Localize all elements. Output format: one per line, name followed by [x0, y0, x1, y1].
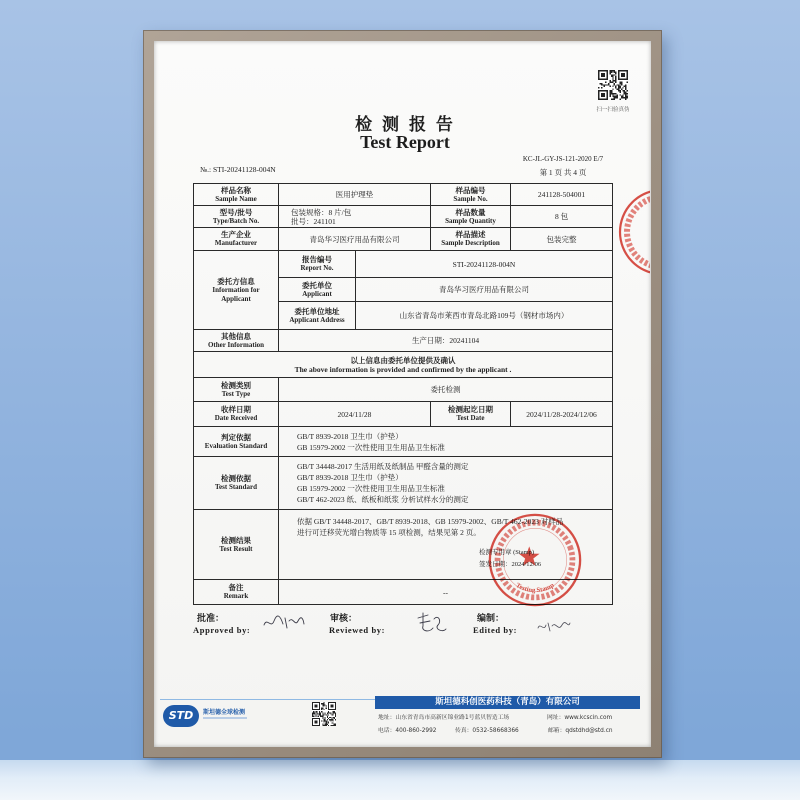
qr-caption: 扫一扫验真伪	[596, 107, 630, 113]
stamp-bottom-text	[515, 582, 556, 594]
type-batch-label	[194, 206, 279, 228]
sample-no-label	[431, 184, 511, 206]
evaluation-standard-label	[194, 427, 279, 457]
std-logo: STD	[163, 705, 199, 727]
table-row	[194, 457, 613, 510]
sample-quantity-value: 8 包	[511, 206, 613, 228]
sample-description-value: 包装完整	[511, 228, 613, 251]
sample-description-label-cn: 样品描述	[455, 230, 486, 239]
test-date-label-en: Test Date	[456, 414, 485, 422]
report-number: №.: STI-20241128-004N	[200, 165, 276, 174]
remark-label	[194, 580, 279, 605]
type-batch-label-en: Type/Batch No.	[212, 216, 260, 225]
date-received-label-cn: 收样日期	[221, 405, 251, 414]
manufacturer-label-cn: 生产企业	[221, 230, 251, 239]
edited-label-en: Edited by:	[473, 625, 518, 635]
table-row	[194, 378, 613, 402]
test-standard-label-en: Test Standard	[215, 483, 257, 491]
test-result-line: 依据 GB/T 34448-2017、GB/T 8939-2018、GB 15979-2002、GB/T 462-2023 对样品	[297, 517, 564, 526]
testing-stamp	[487, 512, 583, 608]
footer-qr-code	[312, 702, 336, 726]
evaluation-standard-value	[279, 427, 613, 457]
test-standard-label	[194, 457, 279, 510]
edge-seal-stamp	[612, 184, 650, 280]
sample-description-label	[431, 228, 511, 251]
sample-name-value: 医用护理垫	[279, 184, 431, 206]
edited-label-cn: 编制：	[477, 614, 505, 624]
table-row	[194, 352, 613, 378]
test-type-label-en: Test Type	[221, 389, 251, 398]
type-batch-value	[279, 206, 431, 228]
date-received-value: 2024/11/28	[279, 402, 431, 427]
test-standard-line: GB 15979-2002 一次性使用卫生用品卫生标准	[297, 484, 445, 493]
report-title-cn: 检 测 报 告	[355, 115, 455, 135]
applicant-info-label-cn: 委托方信息	[217, 276, 255, 286]
test-result-label	[194, 510, 279, 580]
other-info-label-en: Other Information	[207, 340, 265, 349]
test-date-label	[431, 402, 511, 427]
report-title-en: Test Report	[360, 132, 450, 152]
remark-label-en: Remark	[223, 592, 249, 600]
applicant-address-label-en: Applicant Address	[289, 315, 345, 324]
manufacturer-label	[194, 228, 279, 251]
applicant-label-cn: 委托单位	[302, 280, 332, 290]
test-type-label-cn: 检测类别	[221, 380, 251, 390]
table-row	[194, 184, 613, 206]
table-row	[194, 330, 613, 352]
date-received-label	[194, 402, 279, 427]
footer-phone: 电话：400-860-2992	[378, 728, 437, 734]
sample-no-label-en: Sample No.	[453, 194, 488, 203]
applicant-label	[279, 278, 356, 302]
date-received-label-en: Date Received	[214, 414, 258, 422]
footer-divider	[160, 699, 375, 700]
approved-label-en: Approved by:	[193, 625, 251, 635]
evaluation-standard-line: GB 15979-2002 一次性使用卫生用品卫生标准	[297, 442, 445, 452]
footer-fax: 传真：0532-58668366	[455, 728, 519, 734]
remark-value: --	[279, 580, 613, 605]
manufacturer-label-en: Manufacturer	[214, 239, 258, 247]
table-row	[194, 402, 613, 427]
reviewer-signature	[414, 611, 448, 637]
reviewed-label-cn: 审核：	[330, 614, 358, 624]
floor-surface	[0, 760, 800, 800]
package-spec: 包装规格：8 片/包	[291, 207, 352, 217]
sample-name-label	[194, 184, 279, 206]
applicant-report-no-value: STI-20241128-004N	[356, 251, 613, 278]
note-cn: 以上信息由委托单位提供及确认	[350, 355, 456, 365]
std-logo-caption: 斯坦德全球检测	[203, 709, 246, 716]
editor-signature	[536, 617, 572, 635]
stamp-bottom-text-path: Testing Stamp	[514, 581, 556, 595]
sample-quantity-label-cn: 样品数量	[455, 207, 486, 217]
issue-date: 签发日期：2024/12/06	[479, 561, 542, 568]
type-batch-label-cn: 型号/批号	[219, 207, 253, 217]
other-info-value: 生产日期：20241104	[279, 330, 613, 352]
test-result-label-cn: 检测结果	[221, 535, 251, 545]
footer-website: 网址：www.kcscin.com	[547, 715, 613, 721]
footer-email: 邮箱：qdstdhd@std.cn	[548, 728, 613, 734]
test-result-line: 进行可迁移荧光增白物质等 15 项检测，结果见第 2 页。	[297, 528, 481, 537]
applicant-address-value: 山东省青岛市莱西市青岛北路109号（钢材市场内）	[356, 302, 613, 330]
evaluation-standard-label-en: Evaluation Standard	[204, 441, 268, 450]
batch-number: 批号：241101	[291, 216, 336, 226]
evaluation-standard-label-cn: 判定依据	[221, 432, 251, 442]
test-standard-line: GB/T 34448-2017 生活用纸及纸制品 甲醛含量的测定	[297, 462, 469, 471]
test-standard-line: GB/T 462-2023 纸、纸板和纸浆 分析试样水分的测定	[297, 495, 469, 504]
verification-qr-code	[598, 70, 628, 100]
applicant-info-label-en-1: Information for	[212, 285, 260, 294]
test-type-value: 委托检测	[279, 378, 613, 402]
sample-description-label-en: Sample Description	[441, 239, 500, 247]
form-code: KC-JL-GY-JS-121-2020 E/7	[522, 155, 604, 163]
table-row	[194, 427, 613, 457]
approver-signature	[262, 612, 306, 634]
approved-label-cn: 批准：	[197, 614, 225, 624]
test-type-label	[194, 378, 279, 402]
logo-underline	[203, 717, 247, 719]
test-standard-line: GB/T 8939-2018 卫生巾（护垫）	[297, 473, 403, 482]
test-date-value: 2024/11/28-2024/12/06	[511, 402, 613, 427]
test-standard-value	[279, 457, 613, 510]
applicant-report-no-label	[279, 251, 356, 278]
other-info-label-cn: 其他信息	[221, 331, 251, 341]
sample-no-label-cn: 样品编号	[455, 185, 486, 195]
table-row	[194, 251, 613, 278]
footer-address: 地址：山东省青岛市高新区锦业路1号蓝贝智造工场	[378, 715, 510, 721]
reviewed-label-en: Reviewed by:	[329, 625, 386, 635]
stamp-caption: 检测专用章 (Stamp)	[479, 549, 535, 556]
table-row	[194, 228, 613, 251]
company-name-bar: 斯坦德科创医药科技（青岛）有限公司	[375, 696, 640, 709]
applicant-report-no-label-en: Report No.	[300, 264, 334, 272]
applicant-info-label	[194, 251, 279, 330]
applicant-address-label	[279, 302, 356, 330]
other-info-label	[194, 330, 279, 352]
applicant-label-en: Applicant	[302, 289, 332, 298]
test-result-label-en: Test Result	[219, 544, 253, 553]
table-row	[194, 206, 613, 228]
applicant-value: 青岛华习医疗用品有限公司	[356, 278, 613, 302]
sample-no-value: 241128-504001	[511, 184, 613, 206]
sample-quantity-label-en: Sample Quantity	[445, 216, 496, 225]
note-en: The above information is provided and confirmed by the applicant .	[294, 364, 512, 374]
sample-name-label-en: Sample Name	[215, 194, 257, 203]
sample-quantity-label	[431, 206, 511, 228]
evaluation-standard-line: GB/T 8939-2018 卫生巾（护垫）	[297, 431, 403, 441]
test-date-label-cn: 检测起讫日期	[448, 405, 493, 414]
sample-name-label-cn: 样品名称	[221, 185, 251, 195]
test-standard-label-cn: 检测依据	[221, 474, 251, 483]
remark-label-cn: 备注	[228, 583, 244, 592]
applicant-info-label-en-2: Applicant	[221, 294, 251, 303]
applicant-address-label-cn: 委托单位地址	[294, 306, 340, 316]
applicant-report-no-label-cn: 报告编号	[302, 255, 332, 264]
applicant-confirmation-note	[194, 352, 613, 378]
page-info: 第 1 页 共 4 页	[539, 168, 587, 177]
manufacturer-value: 青岛华习医疗用品有限公司	[279, 228, 431, 251]
